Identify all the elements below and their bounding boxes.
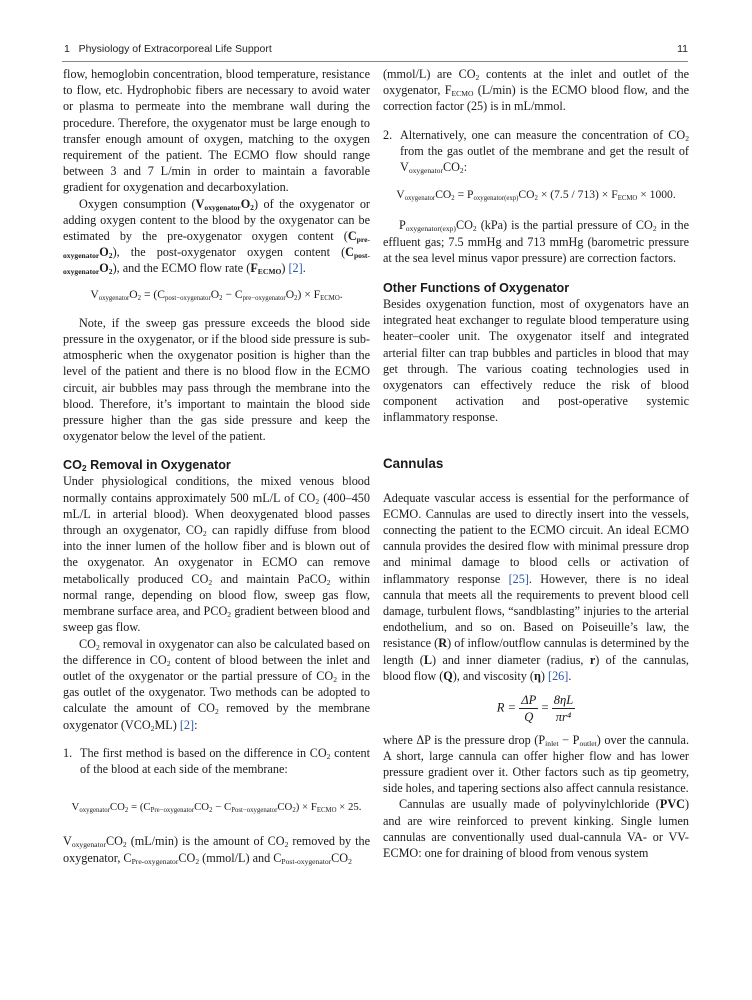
list-item: 2. Alternatively, one can measure the concentration of $CO_2$ from the gas outlet of the membrane and get the result of $V_{oxygenator}CO_2$: [383, 127, 689, 176]
section-heading-other-functions: Other Functions of Oxygenator [383, 281, 570, 296]
paragraph: Oxygen consumption $(V_{oxygenator}O_2)$ of the oxygenator or adding oxygen content to the blood by the oxygenator can be estimated by the pre-oxygenator oxygen content $(C_{pre-oxygenator}O_2)$, the post-oxygenator oxygen content $(C_{post-oxygenator}O_2)$, and the ECMO flow rate $(F_{ECMO})$ [2]. [63, 196, 370, 277]
citation-link[interactable]: [2] [179, 717, 195, 732]
paragraph: Adequate vascular access is essential for the performance of ECMO. Cannulas are used to directly insert into the vessels, connecting the patient to the ECMO circuit. An ideal ECMO cannula provides the desired flow with minimal pressure drop and minimal damage to blood cells or activation of inflammatory response [25]. However, there is no ideal cannula that meets all the requirements to prevent blood cell damage, turbulent flows, “sandblasting” injuries to the arterial endothelium, and so on. Based on Poiseuille’s law, the resistance (R) of inflow/outflow cannulas is determined by the length (L) and inner diameter (radius, r) of the cannulas, blood flow (Q), and viscosity (η) [26]. [383, 490, 689, 683]
citation-link[interactable]: [26] [548, 668, 569, 683]
running-header [62, 43, 688, 61]
citation-link[interactable]: [2] [288, 261, 303, 276]
left-column [63, 66, 370, 866]
right-column [383, 66, 689, 861]
paragraph: (mmol/L) are $CO_2$ contents at the inlet and outlet of the oxygenator, $F_{ECMO}$ (L/min) is the ECMO blood flow, and the correction factor (25) is in mL/mmol. [383, 67, 689, 114]
paragraph: $V_{oxygenator}CO_2$ (mL/min) is the amount of $CO_2$ removed by the oxygenator, $C_{Pre-oxygenator}CO_2$ (mmol/L) and $C_{Post-oxygenator}CO_2$ [63, 834, 370, 866]
paragraph: where ΔP is the pressure drop $(P_{inlet} - P_{outlet})$ over the cannula. A short, large cannula can offer higher flow and has lower pressure gradient over it. Other factors such as tip geometry, side holes, and tapering sections also affect cannula resistance. [383, 732, 690, 796]
section-heading-co2-removal: $CO_2$ Removal in Oxygenator [63, 458, 231, 474]
equation-co2-method-2: $V_{oxygenator}CO_2 = P_{oxygenator(exp)}CO_2 \times (7.5 / 713) \times F_{ECMO} \times 1000$. [396, 188, 676, 203]
page-number: 11 [677, 43, 688, 55]
equation-oxygen-consumption: $V_{oxygenator}O_2 = (C_{post-oxygenator}O_2 - C_{pre-oxygenator}O_2) \times F_{ECMO}$. [90, 287, 343, 302]
equation-poiseuille: R = $\frac{\Delta P}{Q}$ = $\frac{8\eta L}{\text{πr⁴}}$ [496, 693, 574, 725]
method-list [63, 745, 370, 777]
header-rule [62, 61, 688, 62]
paragraph: $P_{oxygenator(exp)}CO_2$ (kPa) is the partial pressure of $CO_2$ in the effluent gas; 7.5 mmHg and 713 mmHg (barometric pressure at the sea level minus vapor pressure) are correction factors. [383, 218, 689, 265]
list-item: 1. The first method is based on the difference in $CO_2$ content of the blood at each side of the membrane: [63, 745, 371, 776]
chapter-title: 1 Physiology of Extracorporeal Life Support [64, 43, 272, 55]
paragraph: Cannulas are usually made of polyvinylchloride (PVC) and are wire reinforced to prevent kinking. Single lumen cannulas are conventionally used dual-cannula VA- or VV-ECMO: one for draining of blood from venous system [383, 797, 689, 860]
paragraph: Under physiological conditions, the mixed venous blood normally contains approximately 500 mL/L of $CO_2$ (400–450 mL/L in arterial blood). When deoxygenated blood passes through an oxygenator, $CO_2$ can rapidly diffuse from blood into the inner lumen of the hollow fiber and is blown out of the oxygenator. An oxygenator in ECMO can remove metabolically produced $CO_2$ and maintain PaCO$_2$ within normal range, depending on blood flow, sweep gas flow, membrane surface area, and $PCO_2$ gradient between blood and sweep gas flow. [63, 474, 370, 635]
paragraph: $CO_2$ removal in oxygenator can also be calculated based on the difference in $CO_2$ content of blood between the inlet and outlet of the oxygenator or the partial pressure of $CO_2$ in the gas outlet of the oxygenator. Two methods can be adopted to calculate the amount of $CO_2$ removed by the membrane oxygenator $(VCO_2ML)$ [2]: [63, 636, 370, 733]
equation-co2-method-1: $V_{oxygenator}CO_2 = (C_{Pre-oxygenator}CO_2 - C_{Post-oxygenator}CO_2) \times F_{ECMO} \times 25$. [71, 801, 362, 815]
paragraph: Note, if the sweep gas pressure exceeds the blood side pressure in the oxygenator, or if the blood side pressure is sub-atmospheric when the oxygenator position is higher than the level of the patient and there is no blood flow in the ECMO circuit, air bubbles may pass through the membrane into the blood. Therefore, it’s important to maintain the blood side pressure higher than the gas side pressure and keep the oxygenator below the level of the patient. [63, 315, 370, 444]
citation-link[interactable]: [25] [508, 571, 529, 586]
section-heading-cannulas: Cannulas [383, 455, 444, 471]
paragraph: Besides oxygenation function, most of oxygenators have an integrated heat exchanger to regulate blood temperature using heater–cooler unit. The oxygenator itself and integrated arterial filter can trap bubbles and particles in blood that may get through. The various coating technologies used in oxygenators can effectively reduce the risk of blood component activation and post-operative systemic inflammatory response. [383, 297, 689, 425]
paragraph: flow, hemoglobin concentration, blood temperature, resistance to flow, etc. Hydrophobic fibers are necessary to avoid water or plasma to permeate into the membrane wall during the procedure. Therefore, the oxygenator must be large enough to transfer enough amount of oxygen, matching to the oxygen requirement of the patient. The ECMO flow should range between 3 and 7 L/min in order to maintain a favorable gradient for oxygenation and decarboxylation. [63, 67, 370, 195]
method-list [383, 127, 689, 176]
